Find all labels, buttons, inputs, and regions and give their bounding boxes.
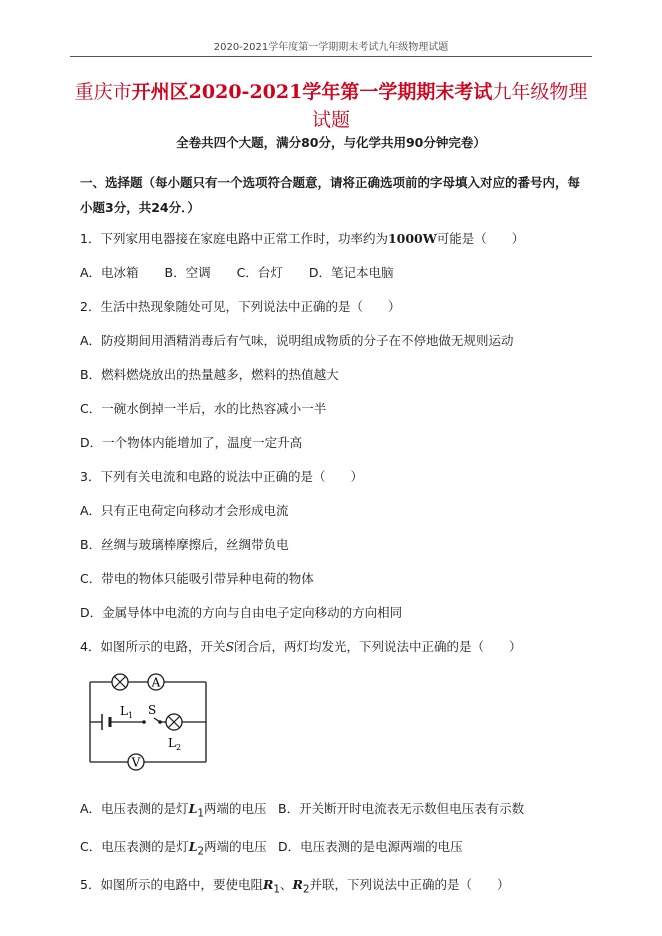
q1-stem-b: 可能是（ ） xyxy=(436,231,525,246)
q2-option-c: C．一碗水倒掉一半后，水的比热容减小一半 xyxy=(80,401,327,416)
q4-switch-symbol: S xyxy=(225,639,235,654)
label-l1-sub: 1 xyxy=(128,711,134,720)
question-1-stem xyxy=(80,230,602,248)
ammeter-icon xyxy=(148,674,164,690)
title-line2: 试题 xyxy=(311,109,350,131)
question-1-options xyxy=(80,264,602,282)
title-part3: 九年级物理 xyxy=(492,81,588,103)
switch-icon xyxy=(142,720,162,724)
lamp-l2-icon xyxy=(166,714,182,730)
question-4-stem xyxy=(80,638,602,656)
q4-option-c: C．电压表测的是灯$L_2$两端的电压 xyxy=(80,839,267,858)
q3-option-a: A．只有正电荷定向移动才会形成电流 xyxy=(80,503,289,518)
battery-icon xyxy=(102,714,110,730)
label-l2: L xyxy=(168,736,176,750)
q4-stem-b: 闭合后，两灯均发光，下列说法中正确的是（ ） xyxy=(234,639,522,654)
q4-option-d: D．电压表测的是电源两端的电压 xyxy=(278,839,463,854)
q2-option-d: D．一个物体内能增加了，温度一定升高 xyxy=(80,435,303,450)
circuit-diagram xyxy=(82,670,214,778)
question-5-stem: 5．如图所示的电路中，要使电阻$R_1$、$R_2$并联，下列说法中正确的是（ ） xyxy=(80,877,510,896)
question-2-stem: 2．生活中热现象随处可见，下列说法中正确的是（ ） xyxy=(80,299,401,314)
q3-option-b: B．丝绸与玻璃棒摩擦后，丝绸带负电 xyxy=(80,537,289,552)
ammeter-label: A xyxy=(151,675,161,690)
q4-options-row-1 xyxy=(80,800,602,823)
label-l2-sub: 2 xyxy=(176,743,182,752)
q3-option-d: D．金属导体中电流的方向与自由电子定向移动的方向相同 xyxy=(80,605,403,620)
q1-option-b: B．空调 xyxy=(164,265,211,280)
q2-option-a: A．防疫期间用酒精消毒后有气味，说明组成物质的分子在不停地做无规则运动 xyxy=(80,333,514,348)
q4-stem-a: 4．如图所示的电路，开关 xyxy=(80,639,226,654)
q4-option-b: B．开关断开时电流表无示数但电压表有示数 xyxy=(278,801,525,816)
q1-option-a: A．电冰箱 xyxy=(80,265,139,280)
label-l1: L xyxy=(120,704,128,718)
title-part2: 开州区2020-2021学年第一学期期末考试 xyxy=(131,81,493,103)
running-header: 2020-2021学年度第一学期期末考试九年级物理试题 xyxy=(70,38,592,57)
lamp-l1-icon xyxy=(112,674,128,690)
q4-option-a: A．电压表测的是灯$L_1$两端的电压 xyxy=(80,801,267,820)
document-title xyxy=(60,78,602,134)
label-switch: S xyxy=(148,703,157,717)
q4-options-row-2 xyxy=(80,838,602,861)
voltmeter-label: V xyxy=(131,755,141,770)
section-heading: 一、选择题（每小题只有一个选项符合题意，请将正确选项前的字母填入对应的番号内，每小题3分，共24分．） xyxy=(80,175,581,215)
q1-option-c: C．台灯 xyxy=(236,265,283,280)
q2-option-b: B．燃料燃烧放出的热量越多，燃料的热值越大 xyxy=(80,367,339,382)
q3-option-c: C．带电的物体只能吸引带异种电荷的物体 xyxy=(80,571,314,586)
question-3-stem: 3．下列有关电流和电路的说法中正确的是（ ） xyxy=(80,469,363,484)
title-part1: 重庆市 xyxy=(74,81,132,103)
q1-power: 1000W xyxy=(387,231,437,246)
voltmeter-icon xyxy=(128,754,144,770)
q1-stem-a: 1．下列家用电器接在家庭电路中正常工作时，功率约为 xyxy=(80,231,388,246)
exam-info: 全卷共四个大题，满分80分，与化学共用90分钟完卷） xyxy=(176,135,486,150)
q1-option-d: D．笔记本电脑 xyxy=(308,265,394,280)
